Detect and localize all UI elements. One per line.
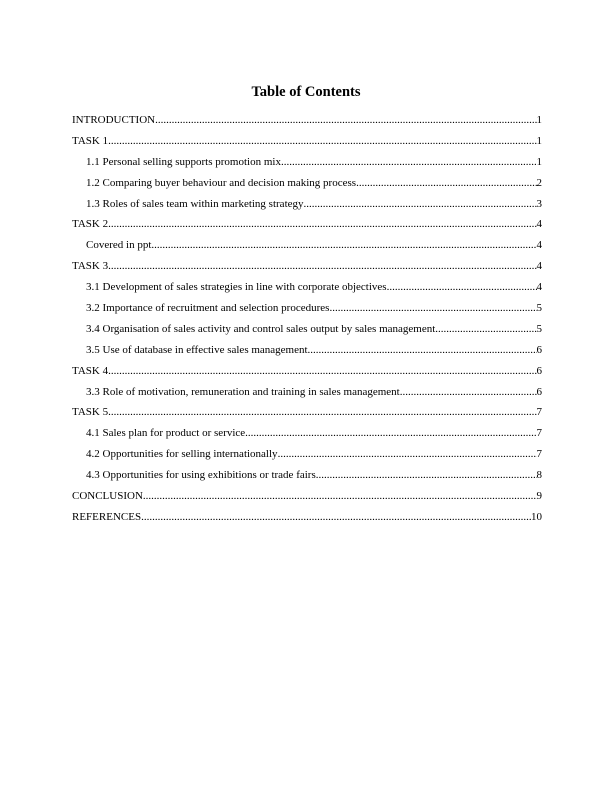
toc-entry-text: 1.2 Comparing buyer behaviour and decision making process	[86, 176, 357, 189]
toc-dot-leader	[108, 405, 536, 419]
toc-page-number: 7	[536, 406, 542, 419]
toc-page-number: 1	[536, 114, 542, 126]
toc-entry-conclusion[interactable]	[72, 489, 542, 510]
toc-dot-leader	[108, 259, 536, 273]
toc-entry-task-4[interactable]	[72, 364, 542, 385]
toc-dot-leader	[281, 155, 537, 169]
toc-entry-text: 4.2 Opportunities for selling internationally	[86, 448, 278, 461]
toc-page-number: 8	[536, 469, 542, 482]
toc-entry-text: TASK 3	[72, 260, 109, 273]
toc-dot-leader	[329, 301, 536, 315]
toc-entry-covered-in-ppt[interactable]	[72, 238, 542, 259]
toc-page-number: 6	[536, 364, 542, 377]
toc-page-number: 6	[536, 385, 542, 398]
toc-page-number: 6	[536, 343, 542, 356]
toc-entry-text: TASK 5	[72, 406, 109, 419]
toc-entry-1-2[interactable]	[72, 176, 542, 197]
toc-page-number: 4	[536, 218, 542, 231]
toc-entry-text: CONCLUSION	[72, 490, 143, 503]
toc-dot-leader	[151, 238, 536, 252]
toc-entry-text: REFERENCES	[72, 510, 142, 523]
toc-page-number: 7	[536, 448, 542, 461]
toc-list	[72, 113, 542, 531]
toc-page-number: 5	[536, 322, 542, 335]
toc-entry-4-1[interactable]	[72, 426, 542, 447]
toc-entry-text: INTRODUCTION	[72, 114, 156, 126]
toc-page-number: 10	[531, 510, 542, 523]
toc-page-number: 5	[536, 302, 542, 315]
toc-dot-leader	[435, 322, 536, 336]
toc-entry-text: TASK 2	[72, 218, 109, 231]
toc-dot-leader	[316, 468, 537, 482]
toc-entry-text: 4.3 Opportunities for using exhibitions or trade fairs	[86, 469, 316, 482]
toc-entry-4-3[interactable]	[72, 468, 542, 489]
toc-page-number: 1	[536, 155, 542, 168]
toc-entry-1-3[interactable]	[72, 197, 542, 218]
toc-entry-3-5[interactable]	[72, 343, 542, 364]
toc-dot-leader	[308, 343, 537, 357]
toc-entry-text: 3.5 Use of database in effective sales management	[86, 343, 308, 356]
toc-page-number: 3	[536, 197, 542, 210]
toc-dot-leader	[400, 385, 537, 399]
toc-entry-references[interactable]	[72, 510, 542, 531]
toc-dot-leader	[278, 447, 537, 461]
toc-entry-text: Covered in ppt	[86, 239, 152, 252]
toc-page-number: 7	[536, 427, 542, 440]
toc-entry-text: TASK 1	[72, 134, 109, 147]
toc-entry-3-2[interactable]	[72, 301, 542, 322]
toc-entry-3-1[interactable]	[72, 280, 542, 301]
toc-entry-4-2[interactable]	[72, 447, 542, 468]
toc-dot-leader	[143, 489, 537, 503]
toc-entry-text: 3.1 Development of sales strategies in line with corporate objectives	[86, 281, 387, 294]
toc-entry-3-3[interactable]	[72, 385, 542, 406]
toc-page-number: 4	[536, 281, 542, 294]
toc-entry-text: TASK 4	[72, 364, 109, 377]
toc-dot-leader	[356, 176, 536, 190]
toc-dot-leader	[108, 364, 536, 378]
toc-entry-task-5[interactable]	[72, 405, 542, 426]
toc-entry-text: 1.1 Personal selling supports promotion mix	[86, 155, 281, 168]
toc-entry-text: 3.3 Role of motivation, remuneration and training in sales management	[86, 385, 400, 398]
toc-page-number: 4	[536, 239, 542, 252]
toc-entry-task-3[interactable]	[72, 259, 542, 280]
toc-dot-leader	[304, 197, 537, 211]
toc-entry-text: 3.2 Importance of recruitment and selection procedures	[86, 302, 330, 315]
toc-entry-task-2[interactable]	[72, 217, 542, 238]
toc-dot-leader	[108, 134, 536, 148]
toc-dot-leader	[155, 113, 536, 127]
toc-page-number: 1	[536, 134, 542, 147]
toc-entry-text: 3.4 Organisation of sales activity and control sales output by sales management	[86, 322, 436, 335]
toc-entry-task-1[interactable]	[72, 134, 542, 155]
toc-page-number: 9	[536, 490, 542, 503]
toc-entry-text: 4.1 Sales plan for product or service	[86, 427, 246, 440]
toc-page-number: 4	[536, 260, 542, 273]
toc-entry-introduction[interactable]	[72, 113, 542, 134]
toc-entry-1-1[interactable]	[72, 155, 542, 176]
toc-dot-leader	[245, 426, 536, 440]
toc-dot-leader	[387, 280, 537, 294]
toc-title: Table of Contents	[251, 84, 361, 100]
toc-dot-leader	[108, 217, 536, 231]
toc-dot-leader	[141, 510, 531, 524]
toc-entry-text: 1.3 Roles of sales team within marketing strategy	[86, 197, 304, 210]
toc-page-number: 2	[536, 176, 542, 189]
toc-entry-3-4[interactable]	[72, 322, 542, 343]
